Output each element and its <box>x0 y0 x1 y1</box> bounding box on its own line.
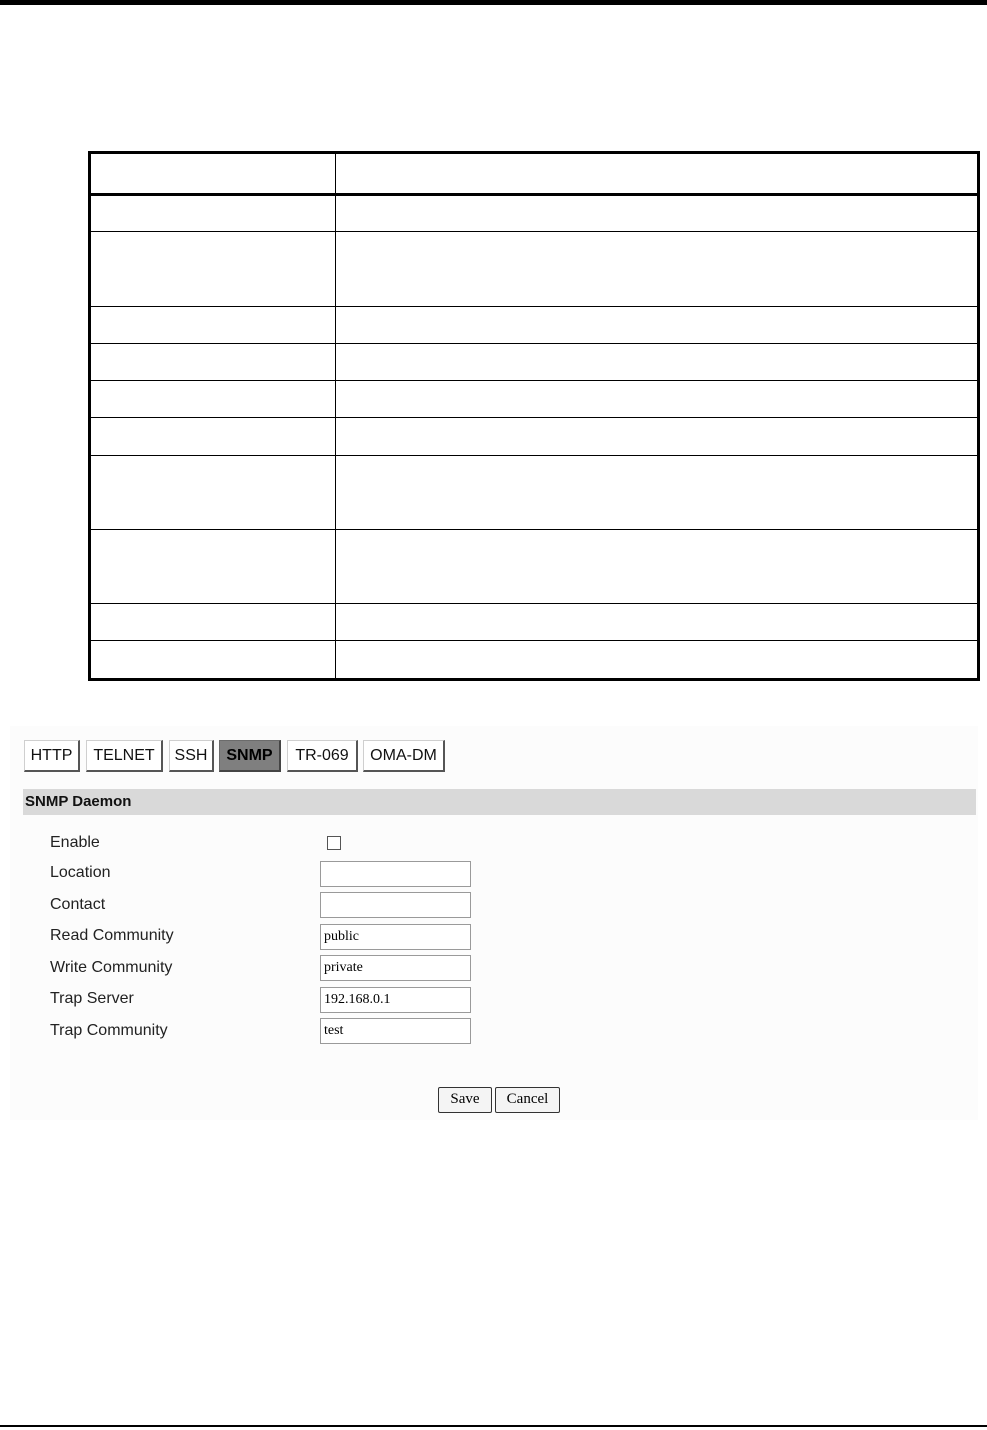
table-row <box>90 640 979 679</box>
table-row <box>90 344 979 381</box>
header-rule <box>0 0 987 5</box>
description-table <box>88 151 980 681</box>
table-row <box>90 381 979 418</box>
enable-checkbox[interactable] <box>327 836 341 850</box>
footer-rule <box>0 1425 987 1427</box>
trap-community-label: Trap Community <box>50 1022 168 1039</box>
table-row <box>90 603 979 640</box>
contact-input[interactable] <box>320 892 471 918</box>
section-header <box>23 789 976 815</box>
save-button[interactable]: Save <box>438 1087 492 1113</box>
tab-oma-dm[interactable]: OMA-DM <box>363 740 445 772</box>
cancel-button[interactable]: Cancel <box>495 1087 560 1113</box>
read-community-input[interactable] <box>320 924 471 950</box>
table-row <box>90 232 979 307</box>
table-row <box>90 529 979 603</box>
tab-ssh[interactable]: SSH <box>169 740 214 772</box>
write-community-input[interactable] <box>320 955 471 981</box>
location-input[interactable] <box>320 861 471 887</box>
enable-label: Enable <box>50 834 100 851</box>
contact-label: Contact <box>50 896 106 913</box>
table-row <box>90 418 979 455</box>
tab-snmp[interactable]: SNMP <box>219 740 281 772</box>
write-community-label: Write Community <box>50 959 173 976</box>
section-title: SNMP Daemon <box>25 793 132 810</box>
trap-community-input[interactable] <box>320 1018 471 1044</box>
trap-server-label: Trap Server <box>50 990 134 1007</box>
read-community-label: Read Community <box>50 927 174 944</box>
trap-server-input[interactable] <box>320 987 471 1013</box>
snmp-settings-panel <box>10 726 978 1120</box>
table-header-row <box>90 153 979 195</box>
location-label: Location <box>50 864 111 881</box>
tab-http[interactable]: HTTP <box>24 740 80 772</box>
table-row <box>90 455 979 529</box>
tab-telnet[interactable]: TELNET <box>86 740 163 772</box>
table-row <box>90 307 979 344</box>
tab-tr-069[interactable]: TR-069 <box>287 740 358 772</box>
table-row <box>90 195 979 232</box>
